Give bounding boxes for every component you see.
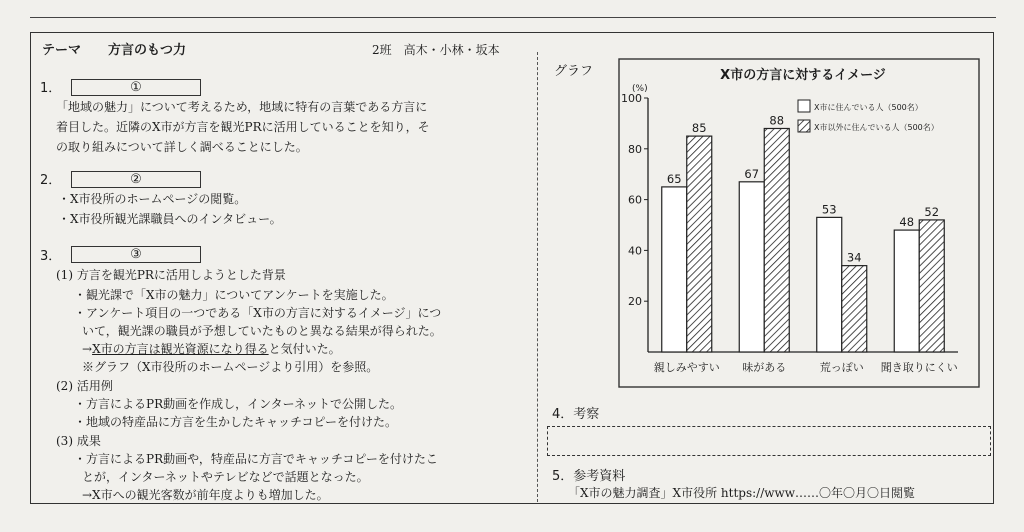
y-tick-label: 40	[628, 244, 642, 258]
chart-title: X市の方言に対するイメージ	[720, 68, 886, 83]
section3-sub3-line-2: とが，インターネットやテレビなどで話題となった。	[82, 470, 369, 484]
section4-title: 4．考察	[552, 407, 600, 422]
section1-line-3: の取り組みについて詳しく調べることにした。	[56, 140, 308, 154]
consideration-answer-box[interactable]	[547, 426, 991, 456]
section3-sub1-line-1: ・観光課で「X市の魅力」についてアンケートを実施した。	[74, 288, 394, 302]
image-bar-chart	[618, 58, 980, 388]
section5-title: 5．参考資料	[552, 469, 626, 484]
section2-item-1: ・X市役所のホームページの閲覧。	[58, 192, 247, 206]
section1-number: 1．	[40, 81, 62, 96]
top-rule	[30, 17, 996, 18]
bar-value-label: 65	[666, 171, 682, 186]
legend-label-nonresidents: X市以外に住んでいる人（500名）	[814, 123, 939, 132]
section3-sub1-line-2: ・アンケート項目の一つである「X市の方言に対するイメージ」につ	[74, 306, 442, 320]
section3-sub2-line-1: ・方言によるPR動画を作成し，インターネットで公開した。	[74, 397, 403, 411]
y-tick-label: 20	[628, 295, 642, 309]
bar-nonresidents	[919, 220, 944, 352]
category-label: 荒っぽい	[819, 361, 864, 374]
y-tick-label: 80	[628, 142, 642, 156]
section1-line-1: 「地域の魅力」について考えるため，地域に特有の言葉である方言に	[56, 100, 428, 114]
section3-blank-box: ③	[71, 246, 201, 263]
bar-nonresidents	[687, 136, 712, 352]
category-label: 味がある	[742, 361, 787, 374]
theme-label: テーマ	[42, 43, 82, 58]
section3-sub3-title: (3) 成果	[56, 434, 101, 448]
category-label: 聞き取りにくい	[880, 361, 958, 374]
bar-value-label: 53	[821, 202, 837, 217]
section3-sub1-title: (1) 方言を観光PRに活用しようとした背景	[56, 268, 286, 282]
legend-swatch-nonresidents	[798, 120, 810, 132]
legend-label-residents: X市に住んでいる人（500名）	[814, 103, 923, 112]
arrow-suffix: と気付いた。	[268, 342, 341, 356]
section2-number: 2．	[40, 173, 62, 188]
section3-number: 3．	[40, 249, 62, 264]
bar-residents	[662, 187, 687, 352]
group-members: 2班 高木・小林・坂本	[372, 43, 500, 57]
section2-item-2: ・X市役所観光課職員へのインタビュー。	[58, 212, 282, 226]
category-label: 親しみやすい	[653, 361, 720, 374]
bar-value-label: 67	[744, 166, 760, 181]
y-tick-label: 60	[628, 193, 642, 207]
y-tick-label: 100	[621, 92, 642, 105]
arrow-prefix: →	[82, 342, 93, 356]
column-divider	[537, 52, 538, 502]
bar-value-label: 52	[924, 204, 940, 219]
theme-title: 方言のもつ力	[108, 43, 187, 58]
section2-blank-box: ②	[71, 171, 201, 188]
section3-sub2-title: (2) 活用例	[56, 379, 113, 393]
section3-sub1-line-3: いて，観光課の職員が予想していたものと異なる結果が得られた。	[82, 324, 442, 338]
bar-residents	[894, 230, 919, 352]
reference-citation: 「X市の魅力調査」X市役所 https://www……〇年〇月〇日閲覧	[568, 486, 916, 500]
section1-blank-box: ①	[71, 79, 201, 96]
section1-line-2: 着目した。近隣のX市が方言を観光PRに活用していることを知り，そ	[56, 120, 430, 134]
bar-nonresidents	[764, 128, 789, 352]
bar-value-label: 48	[899, 215, 915, 230]
section3-sub3-line-3: →X市への観光客数が前年度よりも増加した。	[82, 488, 329, 502]
legend-swatch-residents	[798, 100, 810, 112]
section3-sub3-line-1: ・方言によるPR動画や，特産品に方言でキャッチコピーを付けたこ	[74, 452, 438, 466]
underlined-phrase: X市の方言は観光資源になり得る	[92, 342, 269, 356]
section3-sub2-line-2: ・地域の特産品に方言を生かしたキャッチコピーを付けた。	[74, 415, 398, 429]
graph-reference-note: ※グラフ（X市役所のホームページより引用）を参照。	[82, 360, 379, 374]
bar-nonresidents	[842, 266, 867, 352]
graph-label: グラフ	[554, 64, 594, 79]
bar-value-label: 88	[769, 113, 785, 128]
bar-value-label: 34	[846, 250, 862, 265]
bar-residents	[817, 217, 842, 352]
bar-residents	[739, 182, 764, 352]
chart-legend	[798, 100, 939, 132]
section3-realization	[82, 340, 341, 357]
bar-value-label: 85	[691, 121, 707, 136]
y-axis-unit: (%)	[632, 84, 648, 94]
